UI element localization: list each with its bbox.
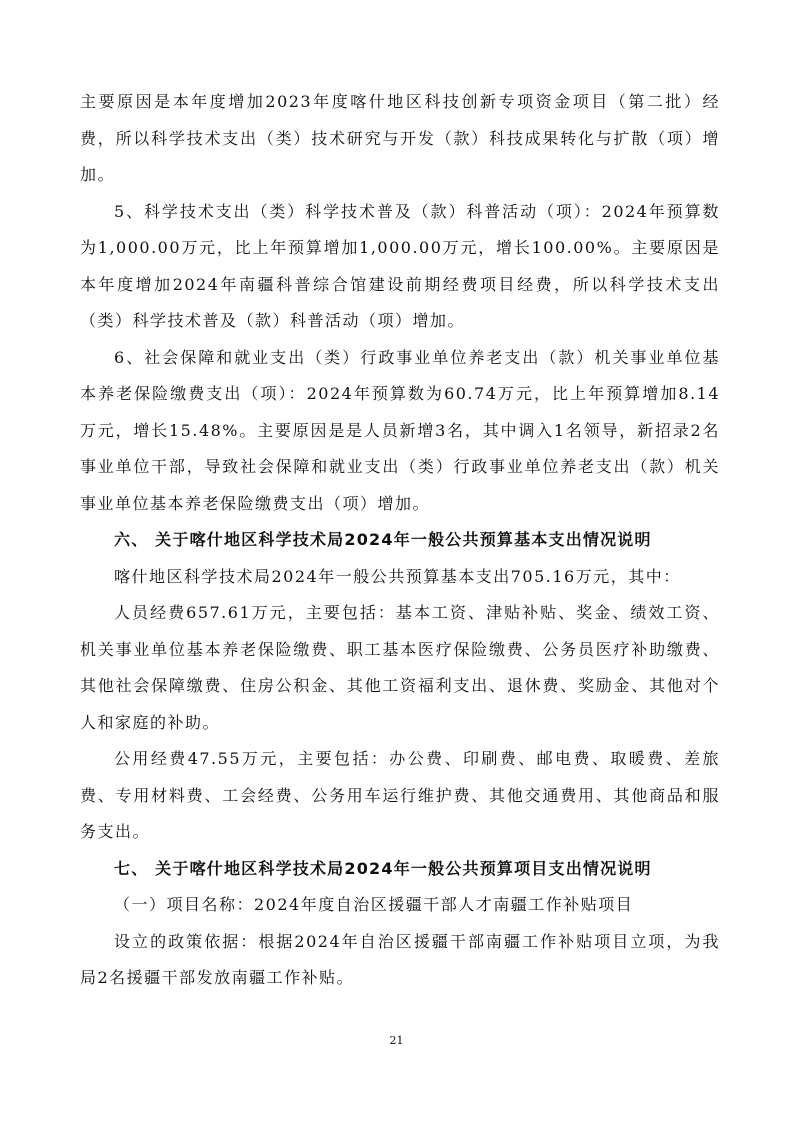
paragraph-project-name: （一）项目名称：2024年度自治区援疆干部人才南疆工作补贴项目 bbox=[114, 895, 634, 914]
page-number: 21 bbox=[389, 1034, 404, 1047]
section-heading-7: 七、 关于喀什地区科学技术局2024年一般公共预算项目支出情况说明 bbox=[114, 858, 652, 878]
paragraph-item-5: 5、科学技术支出（类）科学技术普及（款）科普活动（项）：2024年预算数为1,000.00万元，比上年预算增加1,000.00万元，增长100.00%。主要原因是本年度增加2024年南疆科普综合馆建设前期经费项目经费，所以科学技术支出（类）科学技术普及（款）科普活动（项）增加。 bbox=[80, 201, 720, 330]
paragraph-personnel-expenses: 人员经费657.61万元，主要包括：基本工资、津贴补贴、奖金、绩效工资、机关事业单位基本养老保险缴费、职工基本医疗保险缴费、公务员医疗补助缴费、其他社会保障缴费、住房公积金、其他工资福利支出、退休费、奖励金、其他对个人和家庭的补助。 bbox=[80, 603, 720, 732]
paragraph-item-6: 6、社会保障和就业支出（类）行政事业单位养老支出（款）机关事业单位基本养老保险缴费支出（项）：2024年预算数为60.74万元，比上年预算增加8.14万元，增长15.48%。主要原因是是人员新增3名，其中调入1名领导，新招录2名事业单位干部，导致社会保障和就业支出（类）行政事业单位养老支出（款）机关事业单位基本养老保险缴费支出（项）增加。 bbox=[80, 347, 720, 513]
paragraph-public-expenses: 公用经费47.55万元，主要包括：办公费、印刷费、邮电费、取暖费、差旅费、专用材料费、工会经费、公务用车运行维护费、其他交通费用、其他商品和服务支出。 bbox=[80, 749, 720, 841]
paragraph-policy-basis: 设立的政策依据：根据2024年自治区援疆干部南疆工作补贴项目立项，为我局2名援疆干部发放南疆工作补贴。 bbox=[80, 931, 720, 987]
paragraph-basic-expenditure: 喀什地区科学技术局2024年一般公共预算基本支出705.16万元，其中： bbox=[114, 566, 681, 586]
paragraph-continuation: 主要原因是本年度增加2023年度喀什地区科技创新专项资金项目（第二批）经费，所以科学技术支出（类）技术研究与开发（款）科技成果转化与扩散（项）增加。 bbox=[80, 92, 720, 184]
document-page bbox=[80, 84, 720, 997]
section-heading-6: 六、 关于喀什地区科学技术局2024年一般公共预算基本支出情况说明 bbox=[114, 530, 652, 549]
